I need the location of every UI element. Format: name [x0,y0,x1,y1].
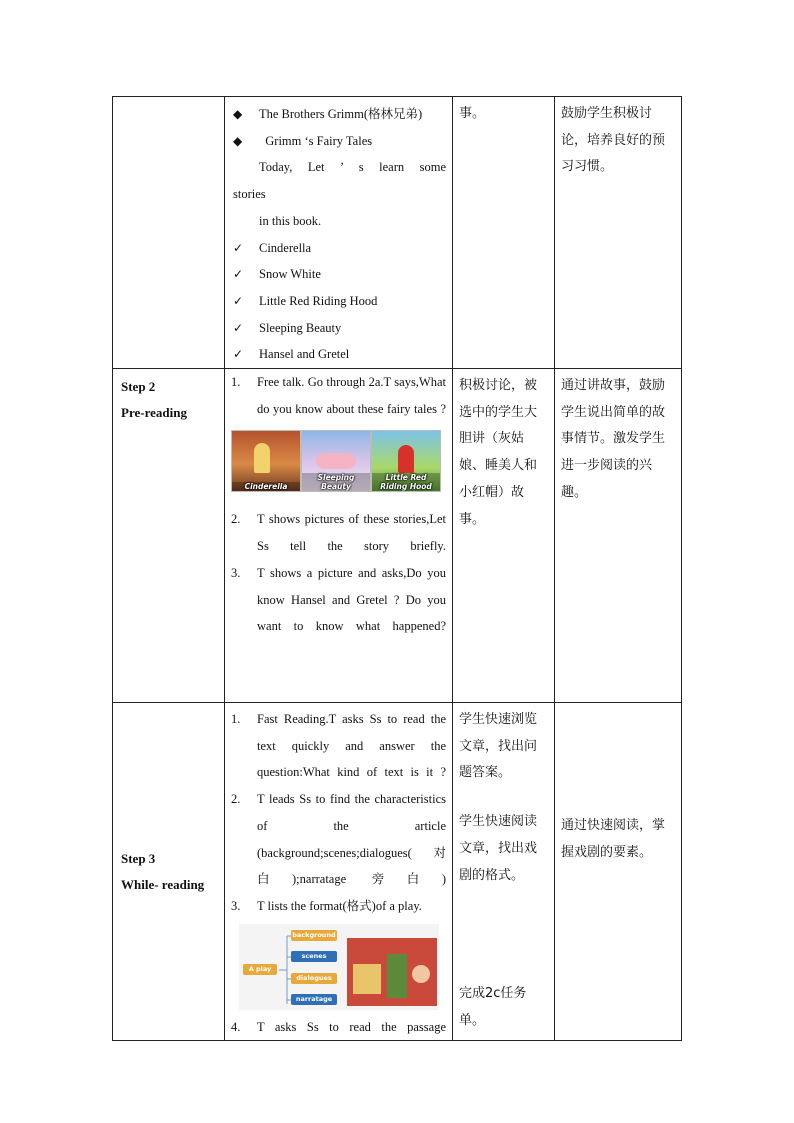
list-item: ◆ The Brothers Grimm(格林兄弟) [225,101,452,128]
checkmark-icon: ✓ [233,347,244,362]
step-cell [113,369,225,703]
student-activity-cell: 学生快速浏览文章，找出问题答案。 学生快速阅读文章，找出戏剧的格式。 完成2c任务单。 [453,703,555,1041]
lesson-plan-table [112,96,682,1041]
purpose-cell: 通过讲故事，鼓励学生说出简单的故事情节。激发学生进一步阅读的兴趣。 [555,369,682,703]
diagram-node-scenes: scenes [291,951,337,962]
step-number: Step 2 [121,379,156,395]
table-row-intro [113,97,682,369]
purpose-cell: 鼓励学生积极讨论，培养良好的预习习惯。 [555,97,682,369]
paragraph-line: in this book. [259,213,322,228]
diagram-node-dialogues: dialogues [291,973,337,984]
checkmark-icon: ✓ [233,240,244,255]
step-cell [113,703,225,1041]
list-item: 2. T shows pictures of these stories,Let Ss tell the story briefly. [231,512,446,554]
list-item: 4. T asks Ss to read the passage [231,1019,446,1034]
diagram-node-background: background [292,930,336,939]
cinderella-picture: Cinderella [231,430,301,492]
step-cell-empty [113,97,225,369]
list-item: ◆ Grimm ‘s Fairy Tales [225,128,452,155]
activity-cell [225,97,453,369]
checkmark-icon: ✓ [233,293,244,308]
list-item: 3. T lists the format(格式)of a play. [231,898,422,913]
student-activity-cell: 事。 [453,97,555,369]
list-item: 1. Free talk. Go through 2a.T says,What do you know about these fairy tales ? [231,375,446,416]
list-item: ✓ Little Red Riding Hood [225,288,452,315]
little-red-riding-hood-picture: Little Red Riding Hood [371,430,441,492]
paragraph-line: stories [233,187,266,202]
step-number: Step 3 [121,850,156,866]
diamond-bullet-icon: ◆ [233,133,243,148]
purpose-cell: 通过快速阅读，掌握戏剧的要素。 [555,703,682,1041]
list-item: ✓ Cinderella [225,235,452,262]
step-phase: While- reading [121,876,205,892]
checkmark-icon: ✓ [233,267,244,282]
table-row-pre-reading [113,369,682,703]
step-phase: Pre-reading [121,405,187,421]
paragraph-line: Today, Let ’ s learn some [259,160,446,175]
list-item: ✓ Sleeping Beauty [225,315,452,342]
activity-cell [225,369,453,703]
list-item: ✓ Snow White [225,261,452,288]
list-item: 2. T leads Ss to find the characteristics of the article (background;scenes;dialogues(对白);narratage 旁白) [231,792,446,887]
student-activity-cell: 积极讨论，被选中的学生大胆讲（灰姑娘、睡美人和小红帽）故事。 [453,369,555,703]
diagram-node-narratage: narratage [291,994,337,1005]
activity-cell [225,703,453,1041]
checkmark-icon: ✓ [233,320,244,335]
fairy-tale-pictures [231,430,445,496]
diagram-root: A play [243,964,277,975]
list-item: 3. T shows a picture and asks,Do you know Hansel and Gretel ? Do you want to know what happened? [231,565,446,634]
table-row-while-reading [113,703,682,1041]
list-item: ✓ Hansel and Gretel [225,341,452,368]
diamond-bullet-icon: ◆ [233,107,243,121]
list-item: 1. Fast Reading.T asks Ss to read the text quickly and answer the question:What kind of text is it ? [231,712,446,780]
sleeping-beauty-picture: Sleeping Beauty [301,430,371,492]
play-format-diagram [239,924,439,1010]
